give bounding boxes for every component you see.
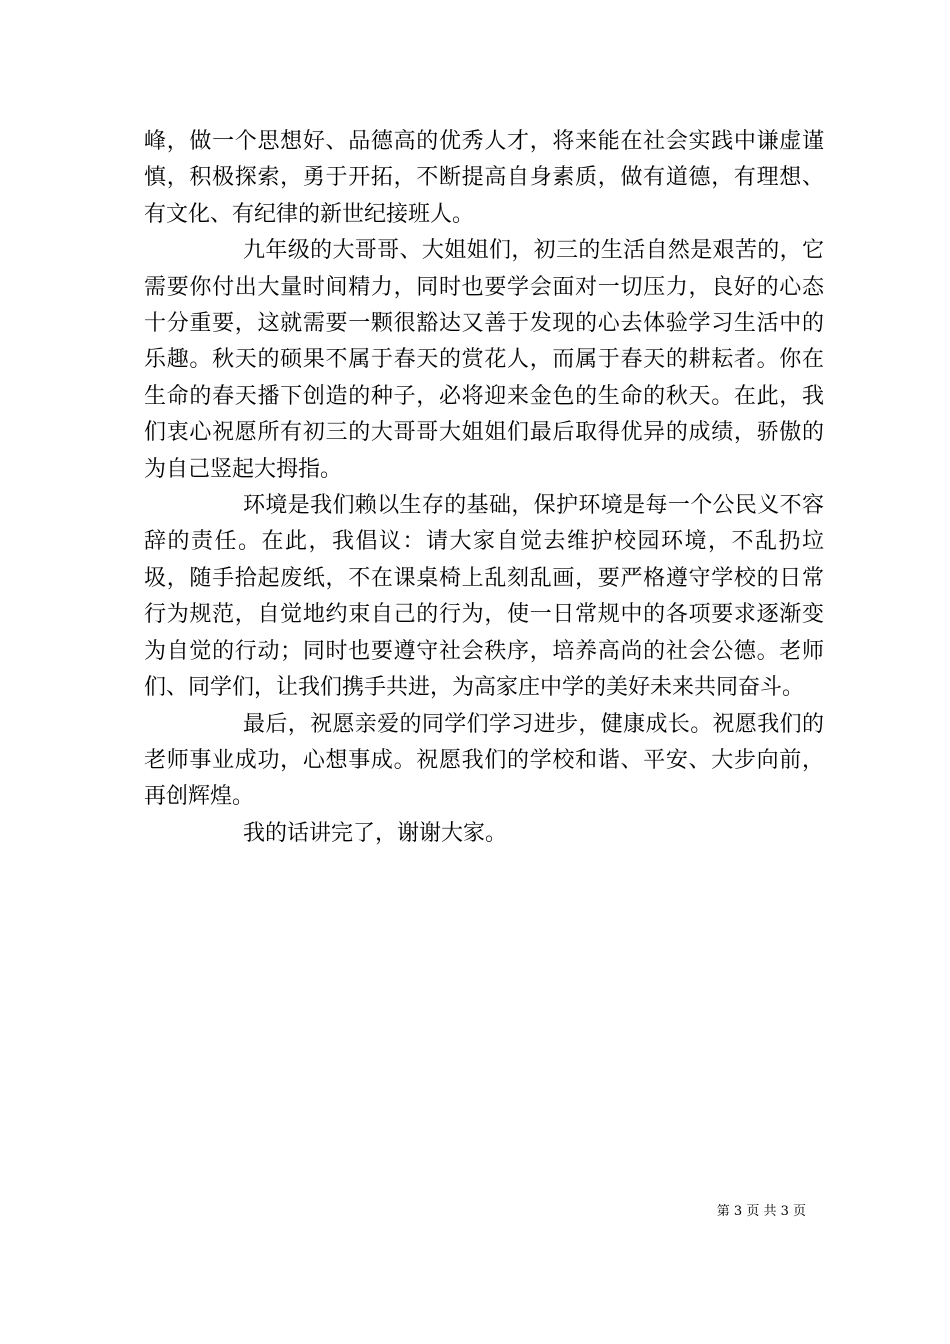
paragraph-closing: 我的话讲完了，谢谢大家。 [243, 820, 508, 846]
document-body [144, 124, 824, 852]
paragraph-wishes: 最后，祝愿亲爱的同学们学习进步，健康成长。祝愿我们的老师事业成功，心想事成。祝愿我们的学校和谐、平安、大步向前，再创辉煌。 [144, 711, 824, 810]
page-number-footer: 第 3 页 共 3 页 [716, 1204, 806, 1219]
paragraph-continuation: 峰，做一个思想好、品德高的优秀人才，将来能在社会实践中谦虚谨慎，积极探索，勇于开拓，不断提高自身素质，做有道德，有理想、有文化、有纪律的新世纪接班人。 [144, 129, 824, 227]
paragraph-ninth-grade: 九年级的大哥哥、大姐姐们，初三的生活自然是艰苦的，它需要你付出大量时间精力，同时也要学会面对一切压力，良好的心态十分重要，这就需要一颗很豁达又善于发现的心去体验学习生活中的乐趣。秋天的硕果不属于春天的赏花人，而属于春天的耕耘者。你在生命的春天播下创造的种子，必将迎来金色的生命的秋天。在此，我们衷心祝愿所有初三的大哥哥大姐姐们最后取得优异的成绩，骄傲的为自己竖起大拇指。 [144, 238, 824, 482]
paragraph-environment: 环境是我们赖以生存的基础，保护环境是每一个公民义不容辞的责任。在此，我倡议：请大家自觉去维护校园环境，不乱扔垃圾，随手拾起废纸，不在课桌椅上乱刻乱画，要严格遵守学校的日常行为规范，自觉地约束自己的行为，使一日常规中的各项要求逐渐变为自觉的行动；同时也要遵守社会秩序，培养高尚的社会公德。老师们、同学们，让我们携手共进，为高家庄中学的美好未来共同奋斗。 [144, 493, 824, 701]
